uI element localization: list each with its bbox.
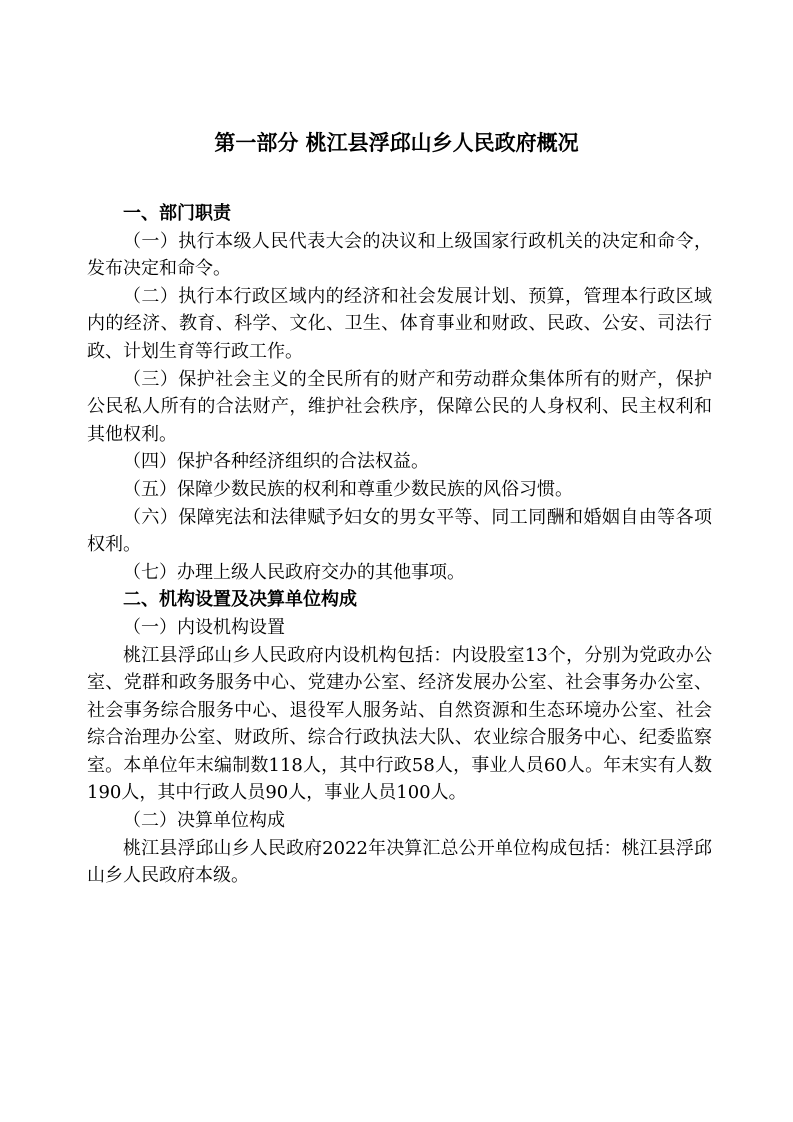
subsection-heading-units: （二）决算单位构成	[123, 810, 285, 832]
section-heading-duties: 一、部门职责	[123, 203, 231, 224]
page-title: 第一部分 桃江县浮邱山乡人民政府概况	[214, 131, 579, 155]
units-composition-text: 桃江县浮邱山乡人民政府2022年决算汇总公开单位构成包括：桃江县浮邱山乡人民政府本级。	[87, 837, 712, 887]
duty-item-7: （七）办理上级人民政府交办的其他事项。	[123, 561, 465, 583]
duty-item-6: （六）保障宪法和法律赋予妇女的男女平等、同工同酬和婚姻自由等各项权利。	[87, 506, 712, 556]
duty-item-1: （一）执行本级人民代表大会的决议和上级国家行政机关的决定和命令，发布决定和命令。	[87, 230, 712, 280]
subsection-heading-internal: （一）内设机构设置	[123, 616, 285, 638]
internal-structure-text: 桃江县浮邱山乡人民政府内设机构包括：内设股室13个，分别为党政办公室、党群和政务服务中心、党建办公室、经济发展办公室、社会事务办公室、社会事务综合服务中心、退役军人服务站、自然资源和生态环境办公室、社会综合治理办公室、财政所、综合行政执法大队、农业综合服务中心、纪委监察室。本单位年末编制数118人，其中行政58人，事业人员60人。年末实有人数190人，其中行政人员90人，事业人员100人。	[87, 644, 712, 804]
section-heading-structure: 二、机构设置及决算单位构成	[123, 589, 357, 611]
duty-item-4: （四）保护各种经济组织的合法权益。	[123, 451, 429, 473]
duty-item-5: （五）保障少数民族的权利和尊重少数民族的风俗习惯。	[123, 478, 573, 500]
duty-item-2: （二）执行本行政区域内的经济和社会发展计划、预算，管理本行政区域内的经济、教育、科学、文化、卫生、体育事业和财政、民政、公安、司法行政、计划生育等行政工作。	[87, 285, 712, 362]
document-body	[87, 200, 712, 890]
duty-item-3: （三）保护社会主义的全民所有的财产和劳动群众集体所有的财产，保护公民私人所有的合法财产，维护社会秩序，保障公民的人身权利、民主权利和其他权利。	[87, 368, 712, 445]
